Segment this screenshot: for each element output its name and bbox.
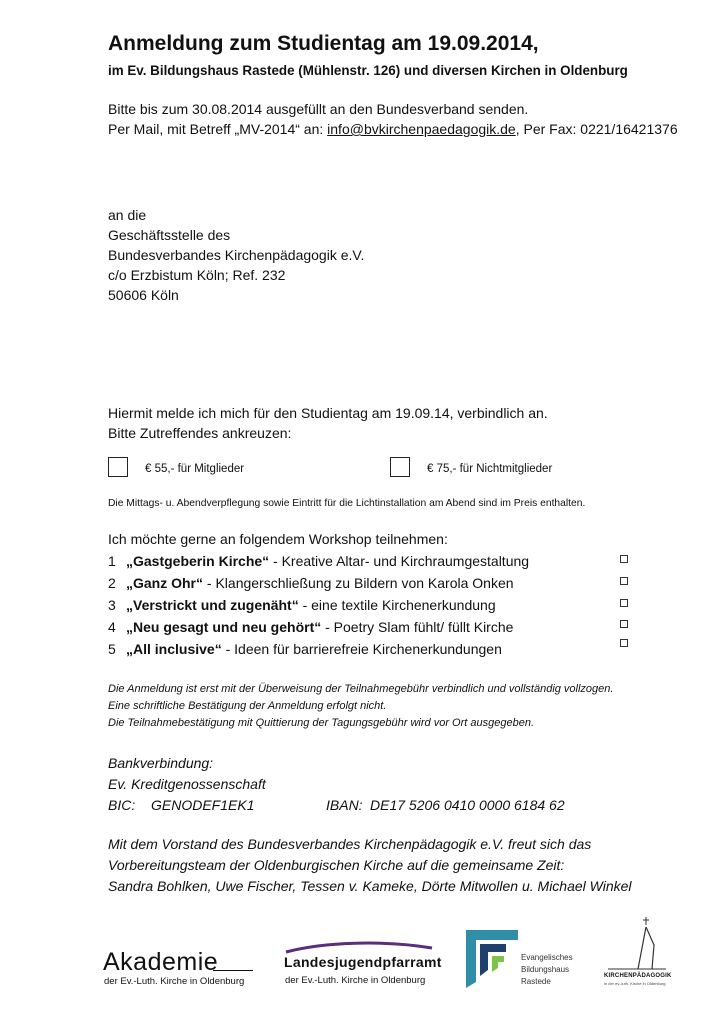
closing-line: Sandra Bohlken, Uwe Fischer, Tessen v. Kameke, Dörte Mitwollen u. Michael Winkel <box>108 878 632 894</box>
workshop-number: 2 <box>108 575 116 591</box>
kp-logo-title: KIRCHENPÄDAGOGIK <box>604 973 672 979</box>
ljp-logo-subtitle: der Ev.-Luth. Kirche in Oldenburg <box>285 975 426 986</box>
bildungshaus-logo <box>466 930 594 990</box>
workshop-description: - eine textile Kirchenerkundung <box>298 597 496 613</box>
workshop-number: 4 <box>108 619 116 635</box>
workshop-item <box>108 641 502 657</box>
bh-line: Bildungshaus <box>521 965 570 974</box>
registration-notes <box>108 681 613 732</box>
workshop-checkbox-4[interactable] <box>620 620 628 628</box>
instructions <box>108 99 678 139</box>
workshop-title: „All inclusive“ <box>126 641 222 657</box>
members-checkbox[interactable] <box>108 457 128 477</box>
instructions-line-1: Bitte bis zum 30.08.2014 ausgefüllt an den Bundesverband senden. <box>108 101 529 117</box>
bic-value: GENODEF1EK1 <box>151 797 255 813</box>
bh-line: Rastede <box>521 977 551 986</box>
address-line: 50606 Köln <box>108 287 179 303</box>
closing-line: Vorbereitungsteam der Oldenburgischen Kirche auf die gemeinsame Zeit: <box>108 857 565 873</box>
registration-line-1: Hiermit melde ich mich für den Studientag am 19.09.14, verbindlich an. <box>108 405 548 421</box>
workshop-number: 5 <box>108 641 116 657</box>
registration-line-2: Bitte Zutreffendes ankreuzen: <box>108 425 292 441</box>
nonmembers-checkbox[interactable] <box>390 457 410 477</box>
workshop-checkbox-1[interactable] <box>620 555 628 563</box>
address-line: Geschäftsstelle des <box>108 227 231 243</box>
workshop-title: „Ganz Ohr“ <box>126 575 204 591</box>
address-line: Bundesverbandes Kirchenpädagogik e.V. <box>108 247 365 263</box>
kp-logo-subtitle: in der ev.-luth. Kirche in Oldenburg <box>604 981 666 986</box>
akademie-logo <box>103 948 263 990</box>
workshop-checkbox-5[interactable] <box>620 639 628 647</box>
swoosh-icon <box>284 940 434 954</box>
iban-label: IBAN: <box>326 797 363 813</box>
workshop-item <box>108 575 514 591</box>
bic-label: BIC: <box>108 797 136 813</box>
workshop-checkbox-3[interactable] <box>620 599 628 607</box>
kirchenpaedagogik-logo <box>602 915 672 990</box>
workshop-title: „Neu gesagt und neu gehört“ <box>126 619 322 635</box>
workshop-checkbox-2[interactable] <box>620 577 628 585</box>
bildungshaus-mark-icon <box>466 930 518 988</box>
bank-details <box>108 753 565 816</box>
bank-heading: Bankverbindung: <box>108 755 214 771</box>
workshop-number: 3 <box>108 597 116 613</box>
instructions-fax: , Per Fax: 0221/16421376 <box>515 121 678 137</box>
note-line: Die Anmeldung ist erst mit der Überweisung der Teilnahmegebühr verbindlich und vollständig vollzogen. <box>108 683 614 695</box>
workshop-description: - Klangerschließung zu Bildern von Karola Onken <box>203 575 514 591</box>
members-price-label: € 55,- für Mitglieder <box>145 463 245 475</box>
closing-line: Mit dem Vorstand des Bundesverbandes Kirchenpädagogik e.V. freut sich das <box>108 836 592 852</box>
recipient-address <box>108 205 364 305</box>
address-line: an die <box>108 207 147 223</box>
workshop-item <box>108 619 513 635</box>
note-line: Die Teilnahmebestätigung mit Quittierung der Tagungsgebühr wird vor Ort ausgegeben. <box>108 717 534 729</box>
bank-codes <box>108 795 565 816</box>
workshop-title: „Verstrickt und zugenäht“ <box>126 597 299 613</box>
workshop-intro: Ich möchte gerne an folgendem Workshop teilnehmen: <box>108 531 448 547</box>
akademie-logo-title: Akademie <box>103 948 219 976</box>
instructions-mail-prefix: Per Mail, mit Betreff „MV-2014“ an: <box>108 121 328 137</box>
address-line: c/o Erzbistum Köln; Ref. 232 <box>108 267 286 283</box>
iban-value: DE17 5206 0410 0000 6184 62 <box>370 797 565 813</box>
workshop-description: - Kreative Altar- und Kirchraumgestaltung <box>269 553 530 569</box>
landesjugendpfarramt-logo <box>284 940 444 990</box>
registration-statement <box>108 403 548 443</box>
ljp-logo-title: Landesjugendpfarramt <box>284 954 442 970</box>
church-spire-icon <box>602 915 672 971</box>
email-link[interactable]: info@bvkirchenpaedagogik.de <box>327 121 516 137</box>
nonmembers-price-label: € 75,- für Nichtmitglieder <box>427 463 553 475</box>
catering-note: Die Mittags- u. Abendverpflegung sowie Eintritt für die Lichtinstallation am Abend sind im Preis enthalten. <box>108 498 586 509</box>
workshop-description: - Poetry Slam fühlt/ füllt Kirche <box>321 619 514 635</box>
workshop-item <box>108 553 529 569</box>
note-line: Eine schriftliche Bestätigung der Anmeldung erfolgt nicht. <box>108 700 387 712</box>
workshop-item <box>108 597 496 613</box>
workshop-description: - Ideen für barrierefreie Kirchenerkundungen <box>221 641 502 657</box>
bildungshaus-text <box>521 952 573 988</box>
instructions-line-2 <box>108 119 678 139</box>
workshop-number: 1 <box>108 553 116 569</box>
bank-name: Ev. Kreditgenossenschaft <box>108 776 266 792</box>
closing-text <box>108 834 632 897</box>
bh-line: Evangelisches <box>521 953 573 962</box>
page-title: Anmeldung zum Studientag am 19.09.2014, <box>108 32 539 55</box>
page-subtitle: im Ev. Bildungshaus Rastede (Mühlenstr. 126) und diversen Kirchen in Oldenburg <box>108 63 628 78</box>
akademie-logo-underline <box>213 970 253 971</box>
akademie-logo-subtitle: der Ev.-Luth. Kirche in Oldenburg <box>104 976 245 987</box>
workshop-title: „Gastgeberin Kirche“ <box>126 553 270 569</box>
